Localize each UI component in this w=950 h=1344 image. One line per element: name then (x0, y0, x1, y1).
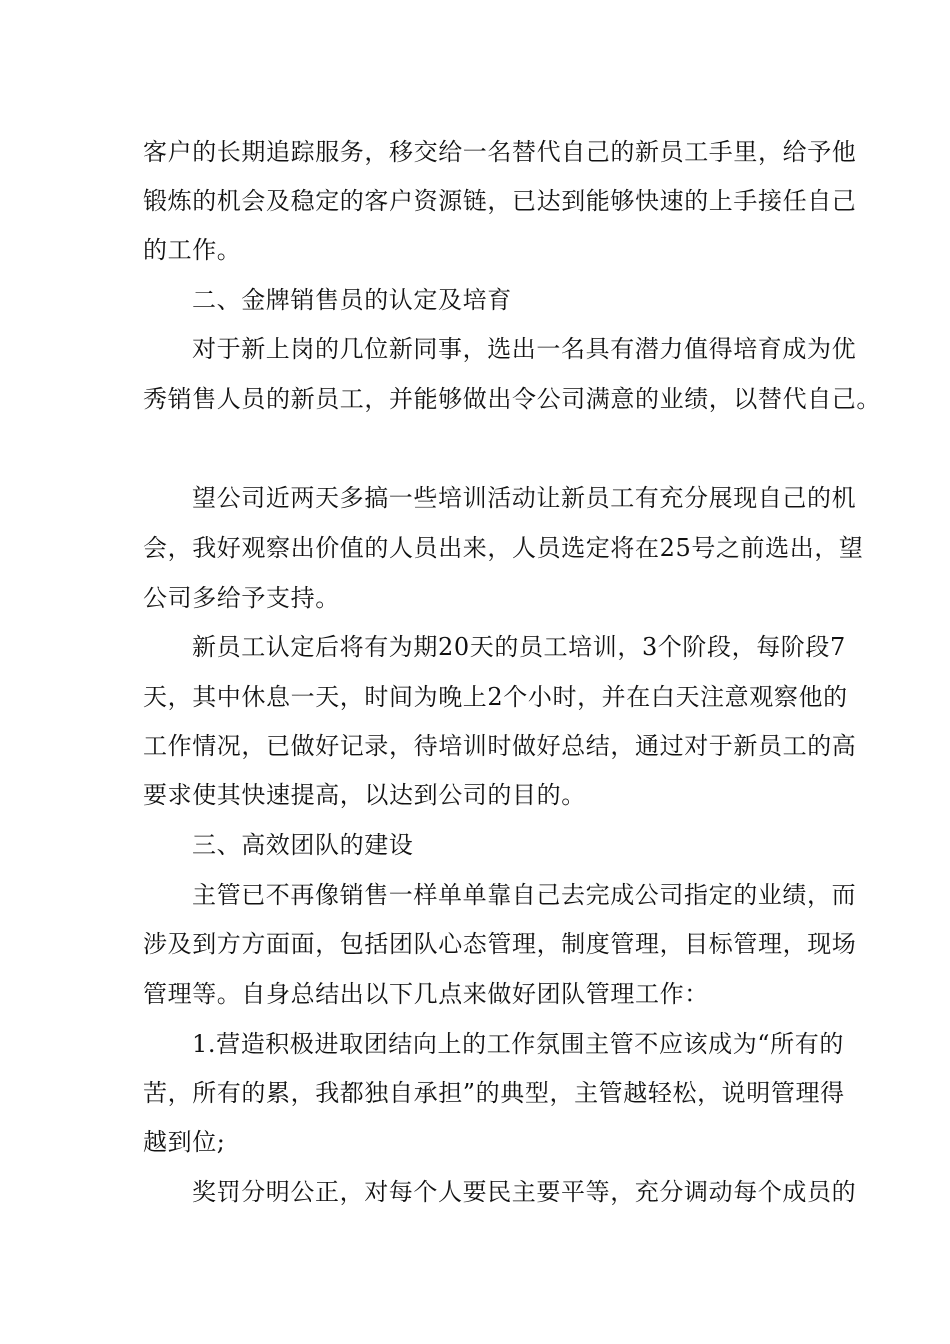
text-line: 要求使其快速提高，以达到公司的目的。 (143, 781, 586, 809)
text-line: 涉及到方方面面，包括团队心态管理，制度管理，目标管理，现场 (143, 930, 857, 958)
text-line: 管理等。自身总结出以下几点来做好团队管理工作： (143, 980, 709, 1008)
section-heading: 二、金牌销售员的认定及培育 (192, 286, 512, 314)
text-line: 公司多给予支持。 (143, 584, 340, 612)
text-line: 主管已不再像销售一样单单靠自己去完成公司指定的业绩，而 (192, 881, 857, 909)
text-line: 会，我好观察出价值的人员出来，人员选定将在25号之前选出，望 (143, 534, 864, 562)
text-line: 工作情况，已做好记录，待培训时做好总结，通过对于新员工的高 (143, 732, 857, 760)
text-line: 客户的长期追踪服务，移交给一名替代自己的新员工手里，给予他 (143, 138, 857, 166)
text-line: 1.营造积极进取团结向上的工作氛围主管不应该成为“所有的 (192, 1030, 844, 1058)
text-line: 对于新上岗的几位新同事，选出一名具有潜力值得培育成为优 (192, 335, 857, 363)
text-line: 锻炼的机会及稳定的客户资源链，已达到能够快速的上手接任自己 (143, 187, 857, 215)
text-line: 天，其中休息一天，时间为晚上2个小时，并在白天注意观察他的 (143, 683, 848, 711)
text-line: 秀销售人员的新员工，并能够做出令公司满意的业绩，以替代自己。 (143, 385, 881, 413)
section-heading: 三、高效团队的建设 (192, 831, 414, 859)
text-line: 奖罚分明公正，对每个人要民主要平等，充分调动每个成员的 (192, 1178, 857, 1206)
text-line: 的工作。 (143, 236, 242, 264)
text-line: 望公司近两天多搞一些培训活动让新员工有充分展现自己的机 (192, 484, 857, 512)
text-line: 越到位; (143, 1128, 226, 1156)
text-line: 苦，所有的累，我都独自承担”的典型，主管越轻松，说明管理得 (143, 1079, 845, 1107)
text-line: 新员工认定后将有为期20天的员工培训，3个阶段，每阶段7 (192, 633, 846, 661)
